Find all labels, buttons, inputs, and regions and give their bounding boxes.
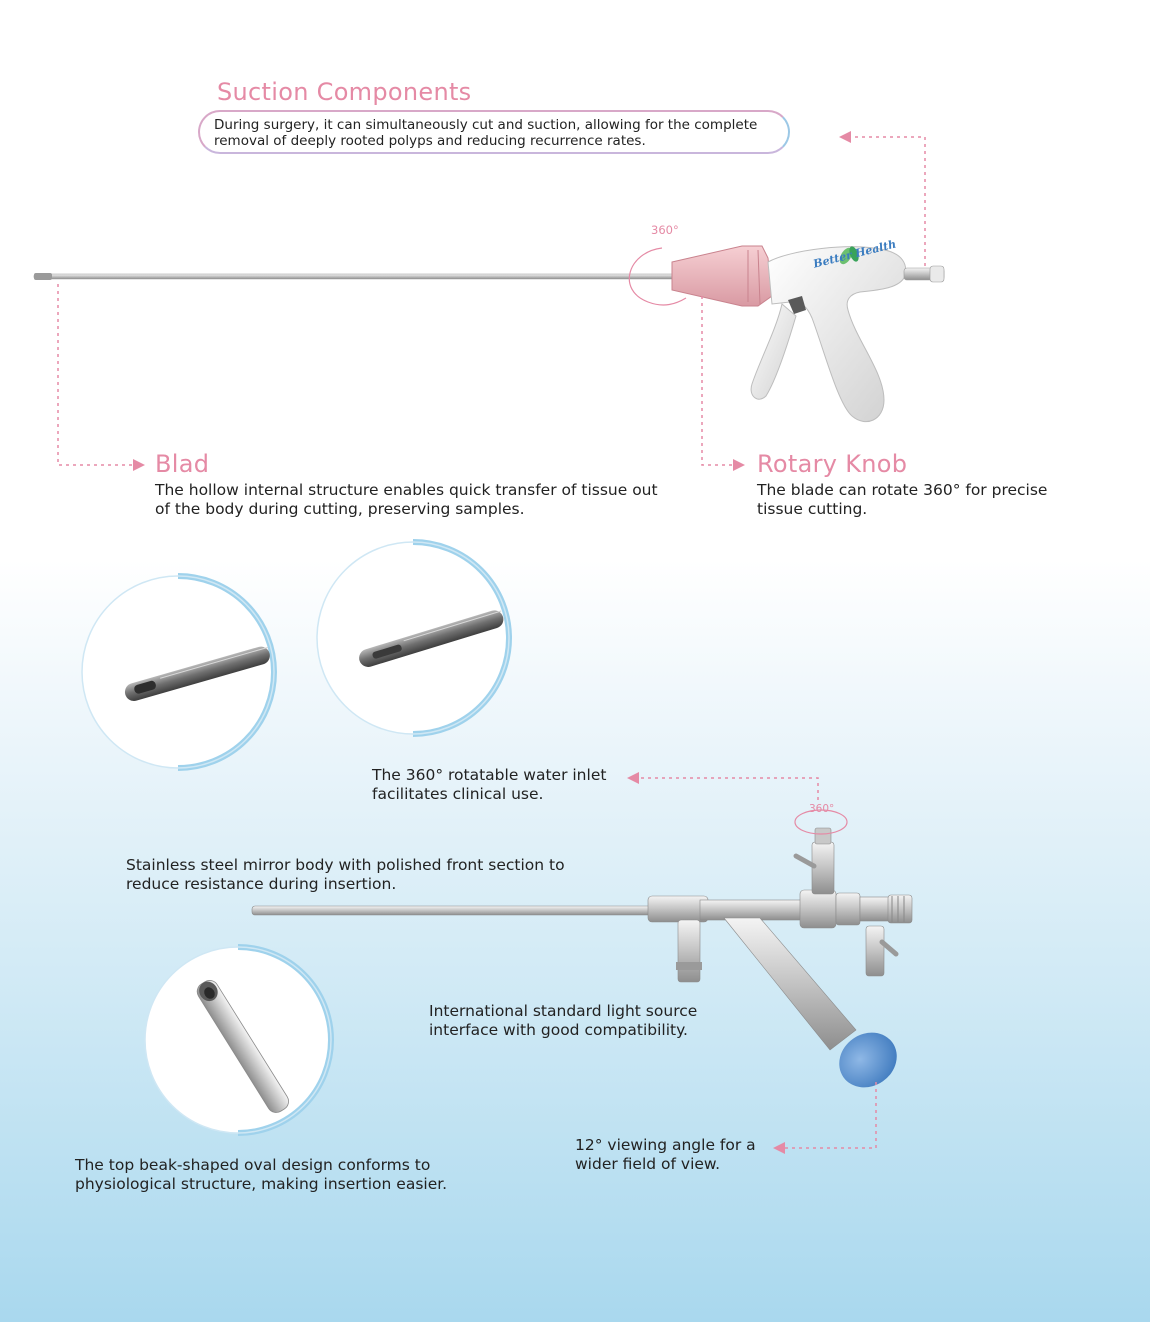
rotary-line-1: The blade can rotate 360° for precise: [757, 481, 1048, 499]
shaver-tip: [34, 273, 52, 280]
brand-logo: Better Health: [812, 237, 898, 271]
rotation-label-top: 360°: [651, 223, 679, 237]
zoom-circle-1: [82, 576, 274, 768]
suction-line-1: During surgery, it can simultaneously cut and suction, allowing for the complete: [214, 117, 758, 133]
blad-leader: [58, 284, 142, 465]
light-source-line-1: International standard light source: [429, 1002, 698, 1020]
mirror-body-line-1: Stainless steel mirror body with polished front section to: [126, 856, 565, 874]
light-source-line-2: interface with good compatibility.: [429, 1021, 688, 1039]
blad-line-1: The hollow internal structure enables quick transfer of tissue out: [155, 481, 658, 499]
bottom-valve: [866, 926, 884, 976]
water-inlet-line-1: The 360° rotatable water inlet: [372, 766, 607, 784]
water-inlet-leader: [630, 778, 818, 800]
scope-tube: [252, 906, 662, 915]
zoom-circle-2: [317, 542, 509, 734]
eyepiece-arm: [724, 918, 856, 1050]
shaver-trigger: [751, 304, 796, 399]
beak-description: [75, 1156, 447, 1194]
rotary-title: Rotary Knob: [757, 450, 908, 478]
rotary-line-2: tissue cutting.: [757, 500, 868, 518]
blad-line-2: of the body during cutting, preserving samples.: [155, 500, 525, 518]
mirror-body-description: [126, 856, 565, 894]
water-inlet-description: [372, 766, 606, 804]
rotary-description: [757, 481, 1047, 519]
suction-line-2: removal of deeply rooted polyps and reducing recurrence rates.: [214, 133, 646, 149]
beak-line-2: physiological structure, making insertion easier.: [75, 1175, 448, 1193]
bottom-leader-lines: [630, 778, 876, 1148]
light-post: [678, 920, 700, 982]
viewing-angle-line-1: 12° viewing angle for a: [575, 1136, 756, 1154]
rotary-knob: [672, 246, 772, 306]
mirror-body-line-2: reduce resistance during insertion.: [126, 875, 397, 893]
viewing-angle-line-2: wider field of view.: [575, 1155, 721, 1173]
zoom-circle-3: [145, 947, 331, 1133]
suction-description: [198, 110, 790, 154]
rotation-label-bottom: 360°: [809, 803, 835, 815]
scope-instrument: [252, 810, 912, 1099]
suction-title: Suction Components: [217, 78, 472, 106]
viewing-angle-description: [575, 1136, 756, 1174]
blad-title: Blad: [155, 450, 210, 478]
rotary-leader: [702, 296, 742, 465]
light-source-description: [429, 1002, 697, 1040]
water-inlet-line-2: facilitates clinical use.: [372, 785, 544, 803]
viewing-angle-leader: [776, 1082, 876, 1148]
shaver-instrument: [34, 245, 944, 422]
blad-description: [155, 481, 658, 519]
beak-line-1: The top beak-shaped oval design conforms to: [75, 1156, 431, 1174]
shaver-shaft: [34, 274, 679, 279]
